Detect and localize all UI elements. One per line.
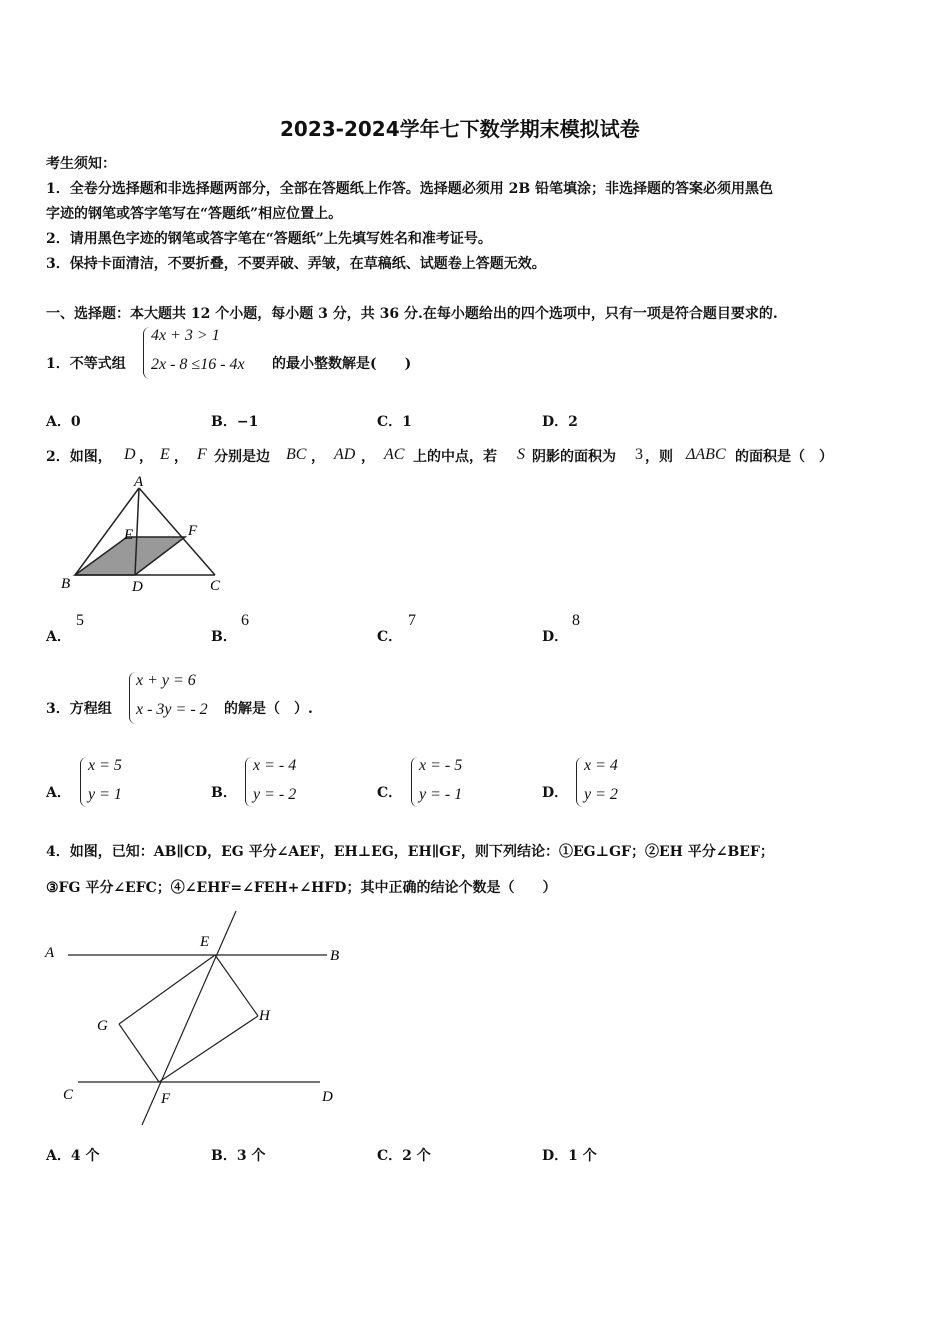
q2-segment-ac: AC	[384, 446, 405, 463]
q3-option-a-letter[interactable]: A．	[46, 785, 71, 801]
q3-option-d-y[interactable]: y = 2	[584, 786, 618, 803]
q4-label-a: A	[45, 945, 55, 961]
q4-option-c[interactable]: C．2 个	[377, 1148, 431, 1164]
q4-line-2: ③FG 平分∠EFC；④∠EHF=∠FEH+∠HFD；其中正确的结论个数是（ ）	[46, 880, 557, 896]
q2-text-3: 上的中点，若	[413, 449, 497, 465]
q3-option-b-x[interactable]: x = - 4	[253, 757, 297, 774]
q3-option-c-brace	[411, 757, 418, 807]
q2-text-6: 的面积是（ ）	[735, 449, 833, 465]
q3-equation-1: x + y = 6	[136, 672, 196, 689]
q2-value-3: 3	[635, 446, 643, 463]
q2-sep-1: ，	[139, 449, 153, 465]
q2-sep-3: ，	[311, 449, 325, 465]
q2-triangle-figure	[55, 475, 235, 595]
q2-option-a-value[interactable]: 5	[76, 612, 84, 629]
q2-option-a-letter[interactable]: A．	[46, 629, 71, 645]
q4-transversal-ef	[142, 911, 236, 1125]
q3-prefix: 3．方程组	[46, 701, 112, 717]
q1-inequality-2: 2x - 8 ≤16 - 4x	[151, 356, 245, 373]
q2-label-f: F	[188, 523, 198, 539]
q3-option-d-letter[interactable]: D．	[542, 785, 569, 801]
q3-option-b-y[interactable]: y = - 2	[253, 786, 297, 803]
q4-segment-gf	[119, 1024, 159, 1082]
q4-label-d: D	[322, 1089, 333, 1105]
q3-option-d-brace	[576, 757, 583, 807]
q4-segment-eg	[119, 955, 215, 1024]
q2-text-5: ，则	[645, 449, 673, 465]
q3-option-c-x[interactable]: x = - 5	[419, 757, 463, 774]
notice-line-2: 2．请用黑色字迹的钢笔或答字笔在“答题纸”上先填写姓名和准考证号。	[46, 231, 492, 247]
q4-option-b[interactable]: B．3 个	[211, 1148, 266, 1164]
q2-option-d-letter[interactable]: D．	[542, 629, 569, 645]
q4-label-h: H	[259, 1008, 270, 1024]
q2-option-b-letter[interactable]: B．	[211, 629, 237, 645]
q2-sep-4: ，	[361, 449, 375, 465]
q2-label-b: B	[61, 576, 71, 592]
q4-label-f: F	[161, 1091, 171, 1107]
notice-line-1: 1．全卷分选择题和非选择题两部分，全部在答题纸上作答。选择题必须用 2B 铅笔填涂；非选择题的答案必须用黑色	[46, 181, 774, 197]
q2-option-d-value[interactable]: 8	[572, 612, 580, 629]
q2-symbol-s: S	[517, 446, 525, 463]
q3-option-b-letter[interactable]: B．	[211, 785, 237, 801]
q3-option-d-x[interactable]: x = 4	[584, 757, 618, 774]
q2-sep-2: ，	[174, 449, 188, 465]
q2-label-e: E	[124, 527, 134, 543]
q2-triangle-abc: ΔABC	[686, 446, 726, 463]
q2-point-e: E	[160, 446, 170, 463]
q3-option-c-y[interactable]: y = - 1	[419, 786, 463, 803]
section-heading: 一、选择题：本大题共 12 个小题，每小题 3 分，共 36 分.在每小题给出的四个选项中，只有一项是符合题目要求的.	[46, 306, 778, 322]
q3-suffix: 的解是（ ）.	[224, 701, 313, 717]
q4-label-g: G	[97, 1018, 108, 1034]
q1-inequality-1: 4x + 3 > 1	[151, 327, 220, 344]
q1-brace	[143, 327, 150, 379]
q2-label-c: C	[210, 578, 221, 594]
q4-label-b: B	[330, 948, 340, 964]
q1-option-b[interactable]: B．−1	[211, 414, 259, 430]
q2-label-a: A	[134, 475, 144, 490]
q4-segment-hf	[159, 1016, 258, 1082]
q2-text-2: 分别是边	[214, 449, 270, 465]
page-title: 2023-2024学年七下数学期末模拟试卷	[280, 117, 640, 141]
q2-option-b-value[interactable]: 6	[241, 612, 249, 629]
q2-label-d: D	[132, 579, 143, 595]
q2-text-4: 阴影的面积为	[532, 449, 616, 465]
q4-line-1: 4．如图，已知：AB∥CD，EG 平分∠AEF，EH⊥EG，EH∥GF，则下列结论：①EG⊥GF；②EH 平分∠BEF；	[46, 844, 774, 860]
q3-option-b-brace	[245, 757, 252, 807]
q4-label-c: C	[63, 1087, 74, 1103]
notice-line-3: 3．保持卡面清洁，不要折叠，不要弄破、弄皱，在草稿纸、试题卷上答题无效。	[46, 256, 546, 272]
q3-option-a-brace	[80, 757, 87, 807]
q2-option-c-value[interactable]: 7	[408, 612, 416, 629]
q2-option-c-letter[interactable]: C．	[377, 629, 403, 645]
q1-prefix: 1．不等式组	[46, 356, 126, 372]
q3-option-c-letter[interactable]: C．	[377, 785, 403, 801]
q4-parallel-lines-figure	[40, 905, 350, 1135]
q1-suffix: 的最小整数解是( )	[272, 356, 412, 372]
q3-option-a-y[interactable]: y = 1	[88, 786, 122, 803]
q2-segment-bc: BC	[286, 446, 307, 463]
q1-option-d[interactable]: D．2	[542, 414, 578, 430]
q3-option-a-x[interactable]: x = 5	[88, 757, 122, 774]
notice-line-1b: 字迹的钢笔或答字笔写在“答题纸”相应位置上。	[46, 206, 343, 222]
q3-equation-2: x - 3y = - 2	[136, 701, 208, 718]
q4-segment-eh	[215, 955, 258, 1016]
q4-option-d[interactable]: D．1 个	[542, 1148, 597, 1164]
q4-option-a[interactable]: A．4 个	[46, 1148, 100, 1164]
q2-point-f: F	[197, 446, 207, 463]
notice-heading: 考生须知：	[46, 156, 116, 172]
q1-option-a[interactable]: A．0	[46, 414, 81, 430]
q1-option-c[interactable]: C．1	[377, 414, 412, 430]
q2-text-1: 2．如图，	[46, 449, 112, 465]
q2-point-d: D	[124, 446, 136, 463]
q3-brace	[129, 672, 136, 724]
q2-segment-ad: AD	[334, 446, 356, 463]
q4-label-e: E	[200, 934, 210, 950]
